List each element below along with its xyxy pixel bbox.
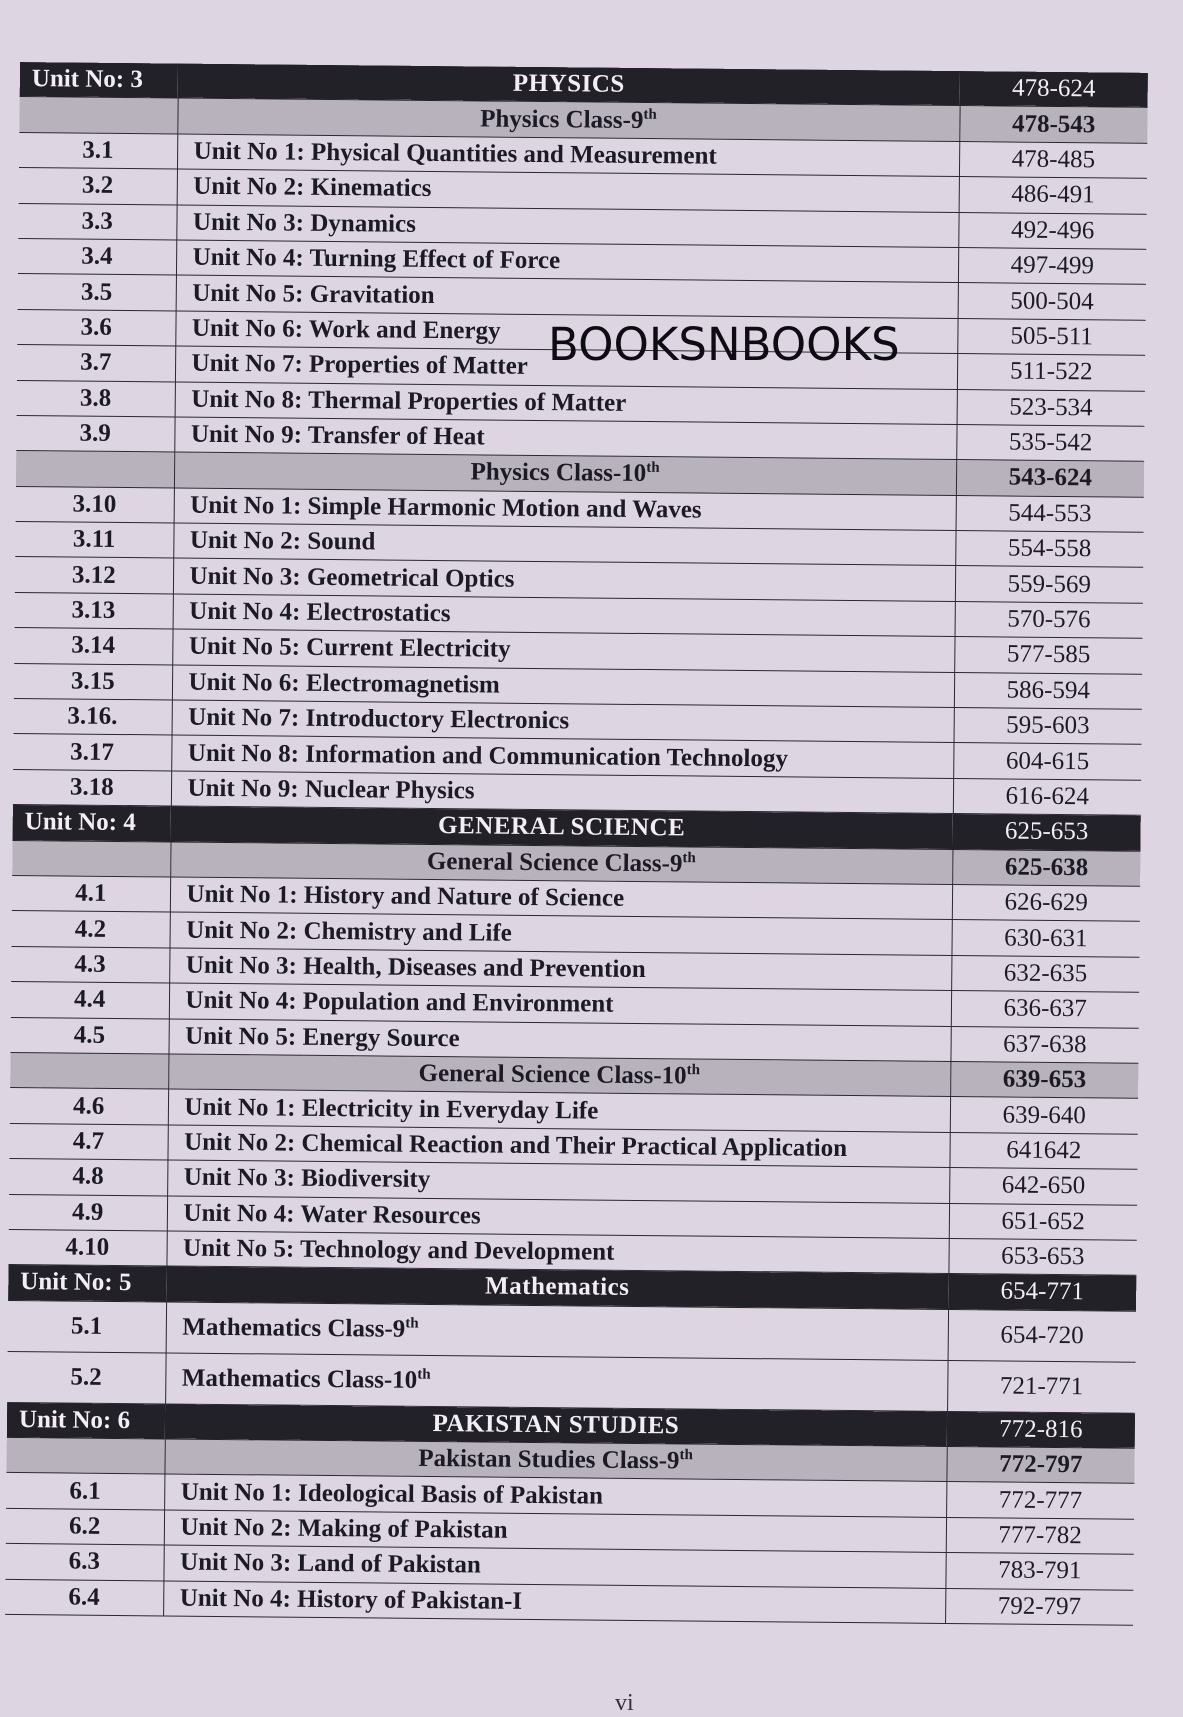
class-heading-superscript: th [682, 849, 696, 866]
class-heading-superscript: th [679, 1447, 693, 1464]
entry-number-text: 3.8 [79, 384, 112, 412]
entry-page-range-text: 654-720 [1000, 1321, 1084, 1349]
entry-number-text: 3.18 [69, 773, 114, 801]
unit-page-range [960, 71, 1148, 108]
entry-number-text: 3.13 [71, 596, 116, 624]
unit-page-range [948, 1274, 1136, 1311]
entry-number-text: 3.7 [80, 348, 112, 377]
entry-title-text: Unit No 2: Sound [189, 526, 376, 556]
class-heading-text: General Science Class-10 [418, 1059, 687, 1090]
entry-page-range [945, 1553, 1133, 1590]
class-heading-superscript: th [686, 1062, 701, 1079]
entry-page-range [950, 1097, 1138, 1134]
entry-page-range-text: 777-782 [998, 1521, 1082, 1550]
entry-number [8, 1300, 166, 1353]
class-heading-superscript: th [643, 106, 657, 123]
unit-title-text: Mathematics [484, 1272, 630, 1302]
subheading-blank [16, 451, 174, 488]
entry-page-range [952, 884, 1140, 921]
entry-number [18, 238, 176, 275]
entry-page-range-text: 783-791 [998, 1556, 1082, 1585]
entry-number-text: 3.14 [71, 631, 116, 660]
entry-title-text: Unit No 2: Making of Pakistan [180, 1513, 508, 1544]
entry-number [17, 309, 175, 346]
entry-title-text: Unit No 4: Water Resources [183, 1199, 481, 1230]
class-heading-superscript: th [646, 460, 660, 477]
unit-label [20, 62, 178, 98]
entry-page-range-text: 478-485 [1011, 145, 1096, 174]
entry-number-text: 5.1 [70, 1312, 103, 1340]
entry-page-range-text: 577-585 [1006, 640, 1091, 669]
entry-number-text: 3.11 [72, 525, 116, 554]
entry-number [8, 1229, 166, 1266]
entry-number [12, 911, 170, 948]
unit-label-text: Unit No: 5 [20, 1268, 132, 1297]
entry-page-range [953, 778, 1141, 815]
entry-number-text: 4.1 [75, 879, 107, 908]
entry-number-text: 4.3 [74, 950, 106, 978]
entry-page-range [955, 531, 1143, 568]
entry-number [5, 1579, 163, 1616]
entry-page-range-text: 586-594 [1006, 676, 1091, 705]
entry-number-text: 3.17 [70, 738, 115, 766]
entry-page-range [959, 141, 1147, 178]
entry-title-text: Unit No 4: History of Pakistan-I [179, 1584, 523, 1615]
subheading-blank [6, 1437, 164, 1474]
entry-page-range [955, 566, 1143, 603]
entry-page-range [947, 1360, 1135, 1413]
entry-number [12, 875, 170, 912]
entry-page-range [956, 424, 1144, 461]
unit-page-range [947, 1411, 1135, 1448]
entry-number-text: 3.3 [81, 207, 113, 235]
entry-number-text: 4.8 [72, 1162, 104, 1191]
entry-number [10, 1017, 168, 1054]
unit-label [8, 1265, 166, 1302]
entry-page-range [946, 1482, 1134, 1519]
entry-number-text: 3.5 [80, 278, 113, 306]
unit-title-text: PAKISTAN STUDIES [432, 1409, 680, 1440]
entry-title-text: Unit No 3: Biodiversity [183, 1163, 431, 1194]
entry-number [18, 203, 176, 240]
entry-title-text: Unit No 1: Electricity in Everyday Life [184, 1093, 599, 1125]
entry-page-range [948, 1309, 1136, 1362]
entry-page-range [957, 318, 1145, 355]
entry-page-range [951, 991, 1139, 1028]
entry-number [9, 1194, 167, 1231]
entry-number [13, 769, 171, 806]
entry-page-range [959, 177, 1147, 214]
entry-page-range-text: 772-777 [998, 1486, 1083, 1514]
entry-number [15, 557, 173, 594]
entry-page-range-text: 500-504 [1010, 287, 1094, 315]
entry-page-range [945, 1588, 1133, 1625]
entry-page-range [950, 1026, 1138, 1063]
entry-number [11, 982, 169, 1019]
entry-page-range [957, 354, 1145, 391]
class-page-range-text: 478-543 [1011, 110, 1096, 138]
entry-page-range-text: 535-542 [1008, 428, 1093, 457]
entry-title-superscript: th [417, 1366, 431, 1383]
entry-page-range-text: 639-640 [1002, 1100, 1086, 1129]
entry-title-text: Unit No 3: Geometrical Optics [189, 562, 515, 593]
class-page-range-text: 625-638 [1004, 853, 1089, 882]
entry-number [16, 415, 174, 452]
entry-number-text: 3.12 [71, 561, 116, 589]
entry-title [166, 1302, 948, 1361]
entry-page-range-text: 523-534 [1009, 393, 1093, 422]
unit-page-range-text: 478-624 [1011, 74, 1096, 103]
unit-label-text: Unit No: 3 [31, 65, 144, 94]
entry-page-range-text: 505-511 [1010, 322, 1093, 351]
entry-page-range [948, 1238, 1136, 1275]
entry-number-text: 4.9 [71, 1198, 104, 1226]
subheading-blank [12, 840, 170, 877]
entry-number-text: 3.4 [81, 242, 113, 271]
entry-number [9, 1123, 167, 1160]
entry-title-text: Unit No 3: Dynamics [192, 208, 417, 238]
entry-page-range-text: 616-624 [1005, 782, 1090, 811]
unit-page-range-text: 654-771 [1000, 1277, 1085, 1306]
entry-number [11, 946, 169, 983]
entry-title [165, 1353, 947, 1412]
entry-title-text: Unit No 6: Electromagnetism [188, 668, 500, 699]
entry-title-text: Unit No 3: Land of Pakistan [179, 1549, 481, 1579]
entry-page-range-text: 497-499 [1010, 251, 1095, 280]
unit-page-range [952, 814, 1140, 851]
entry-title-text: Unit No 9: Transfer of Heat [190, 420, 485, 451]
entry-page-range [955, 601, 1143, 638]
entry-number [10, 1088, 168, 1125]
unit-page-range-text: 625-653 [1004, 817, 1089, 846]
entry-title-text: Unit No 5: Gravitation [192, 279, 435, 309]
entry-title-text: Unit No 2: Chemistry and Life [186, 916, 512, 947]
entry-title-superscript: th [405, 1315, 419, 1332]
entry-number-text: 3.2 [81, 171, 114, 200]
entry-page-range [954, 637, 1142, 674]
entry-number-text: 6.1 [69, 1477, 101, 1505]
entry-number-text: 4.7 [72, 1127, 105, 1155]
class-page-range [946, 1447, 1134, 1484]
entry-title-text: Unit No 3: Health, Diseases and Prevention [185, 951, 646, 984]
entry-number [5, 1544, 163, 1581]
entry-page-range-text: 554-558 [1007, 534, 1092, 563]
entry-title-text: Unit No 4: Population and Environment [185, 986, 614, 1019]
entry-number-text: 4.6 [72, 1092, 105, 1120]
entry-page-range [956, 495, 1144, 532]
entry-title-text: Mathematics Class-10 [181, 1364, 418, 1394]
entry-number-text: 6.3 [68, 1547, 101, 1576]
entry-page-range [949, 1132, 1137, 1169]
entry-page-range [951, 955, 1139, 992]
class-heading-text: Pakistan Studies Class-9 [418, 1445, 680, 1475]
class-page-range-text: 639-653 [1002, 1065, 1087, 1094]
entry-number-text: 6.4 [68, 1583, 100, 1611]
entry-title-text: Unit No 4: Electrostatics [189, 597, 451, 628]
unit-label-text: Unit No: 4 [24, 808, 136, 837]
entry-number [15, 592, 173, 629]
entry-number [15, 522, 173, 559]
entry-title-text: Unit No 7: Introductory Electronics [188, 703, 570, 735]
entry-title-text: Unit No 7: Properties of Matter [191, 349, 528, 381]
unit-page-range-text: 772-816 [999, 1415, 1083, 1444]
entry-title-text: Unit No 5: Technology and Development [182, 1234, 615, 1266]
entry-page-range [953, 743, 1141, 780]
entry-page-range-text: 626-629 [1004, 888, 1089, 917]
class-page-range [950, 1061, 1138, 1098]
entry-title-text: Unit No 5: Energy Source [185, 1022, 460, 1052]
entry-page-range [957, 389, 1145, 426]
entry-number-text: 3.6 [80, 313, 112, 341]
entry-page-range-text: 492-496 [1010, 216, 1095, 245]
class-page-range [952, 849, 1140, 886]
entry-title-text: Unit No 1: Simple Harmonic Motion and Waves [190, 491, 702, 524]
entry-page-range-text: 544-553 [1008, 499, 1092, 528]
entry-page-range-text: 792-797 [997, 1592, 1082, 1621]
entry-number [14, 628, 172, 665]
entry-page-range [946, 1517, 1134, 1554]
entry-number [6, 1473, 164, 1510]
unit-title-text: PHYSICS [512, 69, 625, 98]
entry-page-range-text: 559-569 [1007, 570, 1092, 598]
entry-number [16, 486, 174, 523]
entry-page-range-text: 604-615 [1005, 747, 1090, 775]
entry-number [19, 132, 177, 169]
page-number: vi [615, 1690, 634, 1716]
entry-page-range [954, 708, 1142, 745]
entry-number-text: 3.10 [72, 490, 117, 518]
entry-number [17, 345, 175, 382]
entry-number-text: 4.10 [65, 1233, 110, 1261]
entry-number-text: 5.2 [70, 1363, 102, 1391]
entry-title-text: Unit No 8: Thermal Properties of Matter [191, 385, 627, 417]
contents-table [5, 62, 1148, 1626]
entry-page-range-text: 642-650 [1001, 1171, 1086, 1200]
entry-title-text: Unit No 8: Information and Communication Technology [187, 739, 789, 773]
entry-number-text: 4.4 [73, 985, 106, 1014]
toc-page [5, 62, 1148, 1626]
entry-number-text: 3.16. [67, 702, 118, 731]
entry-number [9, 1159, 167, 1196]
entry-title [163, 1581, 945, 1624]
entry-page-range-text: 632-635 [1003, 959, 1088, 988]
entry-page-range [954, 672, 1142, 709]
class-heading-text: Physics Class-9 [480, 104, 644, 134]
unit-label [13, 805, 171, 842]
unit-label [7, 1402, 165, 1439]
entry-page-range-text: 511-522 [1009, 357, 1093, 386]
entry-title-text: Unit No 2: Chemical Reaction and Their Practical Application [184, 1128, 848, 1162]
class-page-range-text: 543-624 [1008, 463, 1093, 492]
entry-page-range-text: 595-603 [1006, 711, 1090, 740]
entry-page-range-text: 636-637 [1003, 994, 1087, 1023]
entry-page-range-text: 721-771 [999, 1372, 1084, 1400]
entry-page-range [949, 1168, 1137, 1205]
entry-number-text: 3.15 [70, 667, 115, 695]
entry-number [14, 699, 172, 736]
entry-page-range-text: 651-652 [1001, 1207, 1085, 1235]
entry-title-text: Unit No 4: Turning Effect of Force [192, 243, 561, 275]
entry-number [7, 1351, 165, 1404]
entry-number-text: 4.5 [73, 1021, 106, 1049]
entry-number [18, 274, 176, 311]
entry-number-text: 6.2 [68, 1512, 101, 1540]
class-page-range [959, 106, 1147, 143]
entry-number-text: 3.1 [82, 136, 114, 164]
entry-page-range [958, 247, 1146, 284]
entry-page-range [958, 212, 1146, 249]
class-page-range-text: 772-797 [999, 1450, 1083, 1479]
entry-title-text: Unit No 9: Nuclear Physics [187, 774, 475, 805]
entry-page-range-text: 486-491 [1011, 180, 1095, 209]
entry-number [13, 734, 171, 771]
entry-number-text: 4.2 [74, 915, 107, 943]
watermark: BOOKSNBOOKS [548, 318, 900, 371]
subheading-blank [10, 1052, 168, 1089]
entry-title-text: Unit No 6: Work and Energy [191, 314, 501, 345]
entry-page-range-text: 630-631 [1004, 924, 1088, 952]
entry-number [19, 168, 177, 205]
entry-page-range [949, 1203, 1137, 1240]
entry-title-text: Unit No 1: Physical Quantities and Measurement [193, 137, 717, 170]
unit-label-text: Unit No: 6 [18, 1405, 131, 1434]
entry-number [14, 663, 172, 700]
class-heading-text: Physics Class-10 [470, 458, 647, 488]
entry-number [6, 1508, 164, 1545]
unit-title-text: GENERAL SCIENCE [437, 812, 686, 842]
entry-page-range [951, 920, 1139, 957]
entry-title-text: Unit No 5: Current Electricity [188, 633, 511, 664]
entry-number [17, 380, 175, 417]
entry-page-range-text: 637-638 [1003, 1030, 1087, 1059]
entry-title-text: Unit No 1: Ideological Basis of Pakistan [180, 1478, 604, 1510]
class-page-range [956, 460, 1144, 497]
entry-title-text: Mathematics Class-9 [182, 1313, 406, 1343]
entry-title-text: Unit No 1: History and Nature of Science [186, 880, 625, 913]
subheading-blank [19, 97, 177, 134]
entry-number-text: 3.9 [79, 419, 111, 447]
entry-title-text: Unit No 2: Kinematics [193, 173, 432, 203]
entry-page-range [958, 283, 1146, 320]
entry-page-range-text: 641642 [1006, 1136, 1082, 1165]
class-heading-text: General Science Class-9 [426, 847, 683, 878]
entry-page-range-text: 570-576 [1007, 605, 1091, 634]
entry-page-range-text: 653-653 [1001, 1242, 1085, 1271]
